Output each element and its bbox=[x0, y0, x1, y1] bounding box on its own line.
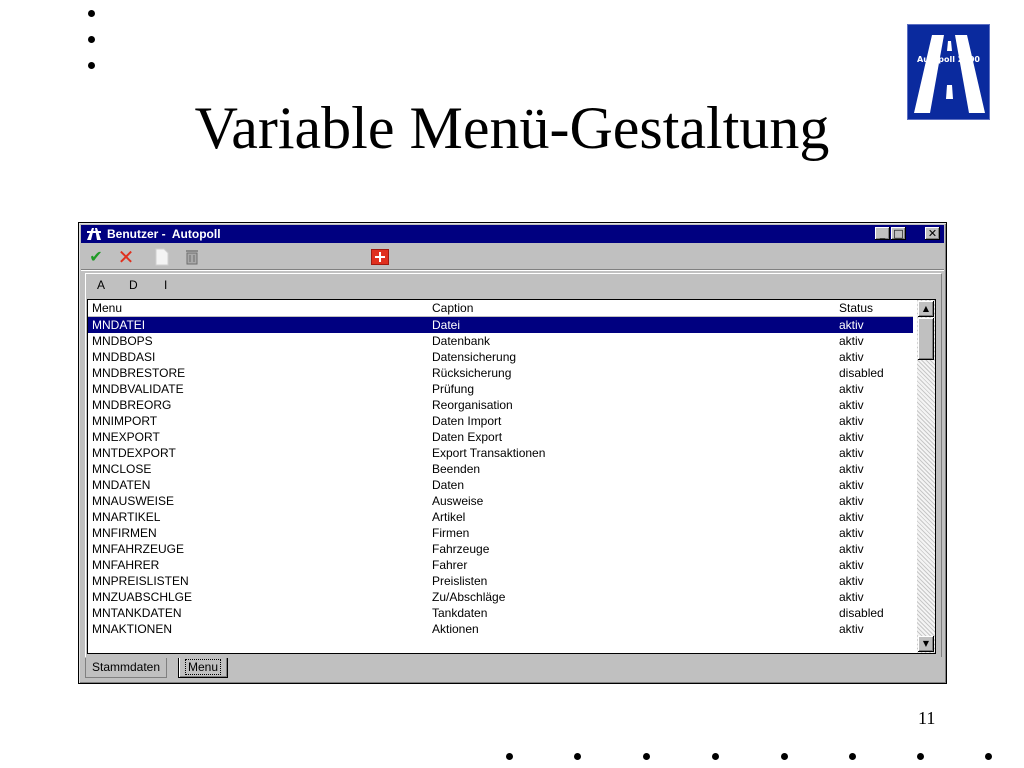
menu-cell: MNDBVALIDATE bbox=[92, 382, 184, 396]
footer-dot bbox=[506, 753, 513, 760]
status-cell: aktiv bbox=[839, 574, 864, 588]
status-cell: aktiv bbox=[839, 462, 864, 476]
table-row[interactable] bbox=[88, 413, 913, 429]
cancel-button[interactable] bbox=[115, 247, 137, 267]
caption-cell: Prüfung bbox=[432, 382, 475, 396]
menu-cell: MNAKTIONEN bbox=[92, 622, 173, 636]
table-row[interactable] bbox=[88, 365, 913, 381]
status-cell: aktiv bbox=[839, 526, 864, 540]
scroll-down-button[interactable] bbox=[918, 636, 934, 652]
tab-stammdaten[interactable] bbox=[85, 658, 167, 678]
bullet-dot bbox=[88, 10, 95, 17]
caption-cell: Datensicherung bbox=[432, 350, 517, 364]
status-cell: aktiv bbox=[839, 350, 864, 364]
status-cell: aktiv bbox=[839, 318, 864, 332]
status-cell: aktiv bbox=[839, 494, 864, 508]
road-icon bbox=[87, 227, 101, 241]
delete-button[interactable] bbox=[181, 247, 203, 267]
bullet-dot bbox=[88, 62, 95, 69]
table-row[interactable] bbox=[88, 541, 913, 557]
caption-cell: Tankdaten bbox=[432, 606, 488, 620]
caption-cell: Daten bbox=[432, 478, 465, 492]
cross-icon: ✕ bbox=[117, 245, 135, 269]
menu-cell: MNFIRMEN bbox=[92, 526, 157, 540]
caption-cell: Beenden bbox=[432, 462, 481, 476]
caption-cell: Datei bbox=[432, 318, 461, 332]
menu-cell: MNPREISLISTEN bbox=[92, 574, 189, 588]
caption-cell: Preislisten bbox=[432, 574, 488, 588]
menu-cell: MNDBREORG bbox=[92, 398, 172, 412]
toolbar-divider bbox=[81, 269, 944, 271]
arrow-down-icon: ▼ bbox=[922, 639, 930, 648]
table-row[interactable] bbox=[88, 509, 913, 525]
menu-cell: MNDBDASI bbox=[92, 350, 156, 364]
menu-cell: MNTANKDATEN bbox=[92, 606, 182, 620]
check-icon: ✔ bbox=[89, 247, 103, 266]
status-cell: aktiv bbox=[839, 622, 864, 636]
toolbar bbox=[81, 245, 944, 269]
status-cell: aktiv bbox=[839, 446, 864, 460]
autopoll-logo bbox=[907, 24, 990, 120]
status-cell: aktiv bbox=[839, 334, 864, 348]
footer-dot bbox=[643, 753, 650, 760]
table-row[interactable] bbox=[88, 381, 913, 397]
table-row[interactable] bbox=[88, 589, 913, 605]
caption-cell: Reorganisation bbox=[432, 398, 513, 412]
scroll-thumb[interactable] bbox=[918, 318, 934, 360]
status-cell: aktiv bbox=[839, 478, 864, 492]
tab-menu[interactable] bbox=[178, 658, 228, 678]
benutzer-window bbox=[78, 222, 947, 684]
menu-cell: MNTDEXPORT bbox=[92, 446, 176, 460]
minimize-button[interactable]: _ bbox=[875, 227, 890, 240]
menu-cell: MNDBOPS bbox=[92, 334, 153, 348]
column-header-status[interactable]: Status bbox=[839, 301, 874, 315]
status-cell: disabled bbox=[839, 606, 884, 620]
document-icon bbox=[154, 248, 170, 266]
footer-dot bbox=[849, 753, 856, 760]
caption-cell: Daten Import bbox=[432, 414, 502, 428]
menu-grid bbox=[87, 299, 936, 654]
table-row[interactable] bbox=[88, 525, 913, 541]
window-titlebar[interactable] bbox=[81, 225, 944, 243]
logo-label: Autopoll 2000 bbox=[917, 55, 980, 64]
table-row[interactable] bbox=[88, 493, 913, 509]
vertical-scrollbar[interactable] bbox=[917, 300, 935, 653]
maximize-button[interactable]: □ bbox=[891, 227, 906, 240]
status-cell: disabled bbox=[839, 366, 884, 380]
road-icon bbox=[908, 25, 990, 120]
menu-cell: MNDATEI bbox=[92, 318, 146, 332]
add-record-button[interactable] bbox=[369, 247, 391, 267]
table-row[interactable] bbox=[88, 317, 913, 333]
column-header-menu[interactable]: Menu bbox=[92, 301, 123, 315]
menu-cell: MNFAHRER bbox=[92, 558, 160, 572]
caption-cell: Firmen bbox=[432, 526, 470, 540]
trash-icon bbox=[185, 249, 199, 265]
table-row[interactable] bbox=[88, 349, 913, 365]
table-row[interactable] bbox=[88, 477, 913, 493]
bullet-dot bbox=[88, 36, 95, 43]
grid-header bbox=[88, 300, 913, 317]
table-row[interactable] bbox=[88, 573, 913, 589]
menu-cell: MNARTIKEL bbox=[92, 510, 161, 524]
filter-d[interactable]: D bbox=[129, 278, 138, 292]
status-cell: aktiv bbox=[839, 590, 864, 604]
caption-cell: Fahrer bbox=[432, 558, 468, 572]
caption-cell: Ausweise bbox=[432, 494, 484, 508]
table-row[interactable] bbox=[88, 621, 913, 637]
menu-cell: MNFAHRZEUGE bbox=[92, 542, 185, 556]
table-row[interactable] bbox=[88, 445, 913, 461]
caption-cell: Rücksicherung bbox=[432, 366, 512, 380]
arrow-up-icon: ▲ bbox=[922, 304, 930, 313]
caption-cell: Daten Export bbox=[432, 430, 503, 444]
table-row[interactable] bbox=[88, 557, 913, 573]
footer-dots bbox=[506, 753, 1016, 763]
status-cell: aktiv bbox=[839, 398, 864, 412]
footer-dot bbox=[917, 753, 924, 760]
footer-dot bbox=[574, 753, 581, 760]
footer-dot bbox=[985, 753, 992, 760]
menu-cell: MNZUABSCHLGE bbox=[92, 590, 193, 604]
table-row[interactable] bbox=[88, 461, 913, 477]
add-record-icon bbox=[371, 249, 389, 265]
filter-a[interactable]: A bbox=[97, 278, 106, 292]
footer-dot bbox=[781, 753, 788, 760]
caption-cell: Artikel bbox=[432, 510, 466, 524]
menu-cell: MNIMPORT bbox=[92, 414, 158, 428]
window-title: Benutzer - Autopoll bbox=[107, 227, 221, 241]
menu-cell: MNAUSWEISE bbox=[92, 494, 175, 508]
column-header-caption[interactable]: Caption bbox=[432, 301, 474, 315]
filter-i[interactable]: I bbox=[164, 278, 168, 292]
bullet-column bbox=[88, 10, 100, 88]
page-number: 11 bbox=[918, 708, 936, 728]
tab-label: Menu bbox=[185, 659, 221, 675]
status-cell: aktiv bbox=[839, 542, 864, 556]
status-cell: aktiv bbox=[839, 430, 864, 444]
confirm-button[interactable] bbox=[85, 247, 107, 267]
status-cell: aktiv bbox=[839, 414, 864, 428]
status-cell: aktiv bbox=[839, 382, 864, 396]
menu-cell: MNCLOSE bbox=[92, 462, 152, 476]
table-row[interactable] bbox=[88, 429, 913, 445]
caption-cell: Export Transaktionen bbox=[432, 446, 546, 460]
scroll-up-button[interactable] bbox=[918, 301, 934, 317]
table-row[interactable] bbox=[88, 605, 913, 621]
tab-label: Stammdaten bbox=[92, 660, 161, 674]
table-row[interactable] bbox=[88, 397, 913, 413]
status-cell: aktiv bbox=[839, 558, 864, 572]
table-row[interactable] bbox=[88, 333, 913, 349]
footer-dot bbox=[712, 753, 719, 760]
caption-cell: Fahrzeuge bbox=[432, 542, 490, 556]
caption-cell: Aktionen bbox=[432, 622, 479, 636]
menu-cell: MNEXPORT bbox=[92, 430, 160, 444]
menu-cell: MNDATEN bbox=[92, 478, 151, 492]
status-cell: aktiv bbox=[839, 510, 864, 524]
caption-cell: Datenbank bbox=[432, 334, 491, 348]
close-button[interactable]: ✕ bbox=[925, 227, 940, 240]
caption-cell: Zu/Abschläge bbox=[432, 590, 506, 604]
menu-cell: MNDBRESTORE bbox=[92, 366, 186, 380]
new-record-button[interactable] bbox=[151, 247, 173, 267]
slide-title: Variable Menü-Gestaltung bbox=[194, 95, 830, 161]
